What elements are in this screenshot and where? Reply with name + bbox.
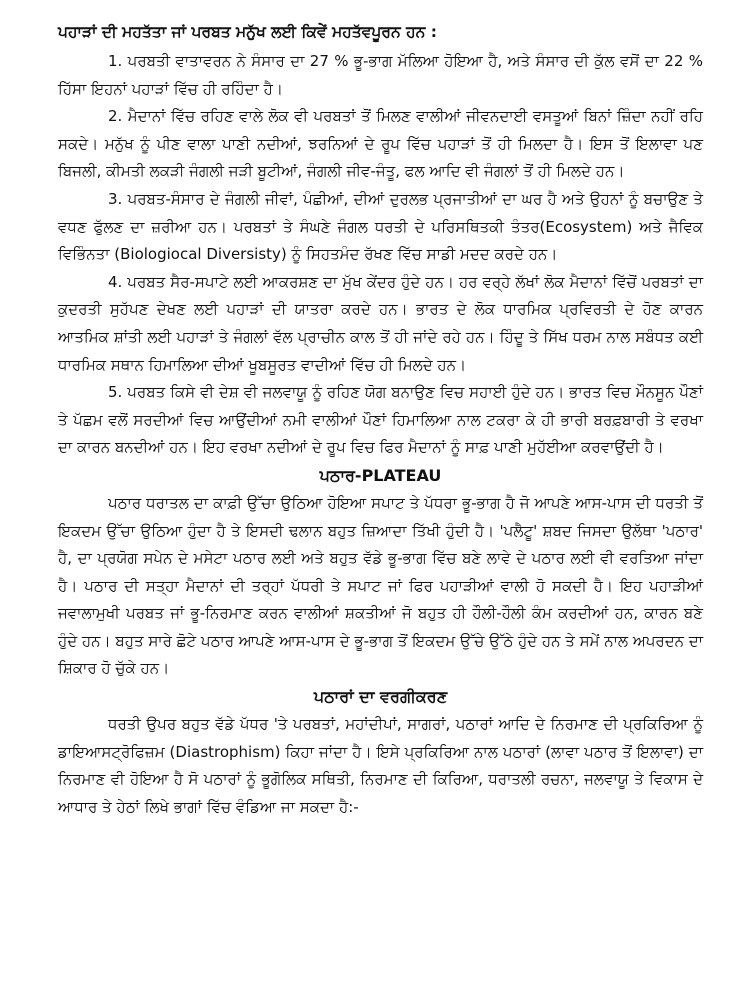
point-4: 4. ਪਰਬਤ ਸੈਰ-ਸਪਾਟੇ ਲਈ ਆਕਰਸ਼ਣ ਦਾ ਮੁੱਖ ਕੇਂਦਰ ਹੁੰਦੇ ਹਨ। ਹਰ ਵਰ੍ਹੇ ਲੱਖਾਂ ਲੋਕ ਮੈਦਾਨਾਂ ਵਿੱਚੋਂ ਪਰਬਤਾਂ ਦਾ ਕੁਦਰਤੀ ਸੁਹੱਪਣ ਦੇਖਣ ਲਈ ਪਹਾੜਾਂ ਦੀ ਯਾਤਰਾ ਕਰਦੇ ਹਨ। ਭਾਰਤ ਦੇ ਲੋਕ ਧਾਰਮਿਕ ਪ੍ਰਵਿਰਤੀ ਦੇ ਹੋਣ ਕਾਰਨ ਆਤਮਿਕ ਸ਼ਾਂਤੀ ਲਈ ਪਹਾੜਾਂ ਤੇ ਜੰਗਲਾਂ ਵੱਲ ਪ੍ਰਾਚੀਨ ਕਾਲ ਤੋਂ ਹੀ ਜਾਂਦੇ ਰਹੇ ਹਨ। ਹਿੰਦੂ ਤੇ ਸਿੱਖ ਧਰਮ ਨਾਲ ਸਬੰਧਤ ਕਈ ਧਾਰਮਿਕ ਸਥਾਨ ਹਿਮਾਲਿਆ ਦੀਆਂ ਖੂਬਸੂਰਤ ਵਾਦੀਆਂ ਵਿੱਚ ਹੀ ਮਿਲਦੇ ਹਨ। bbox=[58, 272, 703, 374]
point-5: 5. ਪਰਬਤ ਕਿਸੇ ਵੀ ਦੇਸ਼ ਵੀ ਜਲਵਾਯੂ ਨੂੰ ਰਹਿਣ ਯੋਗ ਬਨਾਉਣ ਵਿਚ ਸਹਾਈ ਹੁੰਦੇ ਹਨ। ਭਾਰਤ ਵਿਚ ਮੌਨਸੂਨ ਪੌਣਾਂ ਤੇ ਪੱਛਮ ਵਲੋਂ ਸਰਦੀਆਂ ਵਿਚ ਆਉਂਦੀਆਂ ਨਮੀ ਵਾਲੀਆਂ ਪੌਣਾਂ ਹਿਮਾਲਿਆ ਨਾਲ ਟਕਰਾ ਕੇ ਹੀ ਭਾਰੀ ਬਰਫ਼ਬਾਰੀ ਤੇ ਵਰਖਾ ਦਾ ਕਾਰਨ ਬਨਦੀਆਂ ਹਨ। ਇਹ ਵਰਖਾ ਨਦੀਆਂ ਦੇ ਰੂਪ ਵਿਚ ਫਿਰ ਮੈਦਾਨਾਂ ਨੂੰ ਸਾਫ਼ ਪਾਣੀ ਮੁਹੱਈਆ ਕਰਵਾਉਂਦੀ ਹੈ। bbox=[58, 383, 703, 457]
point-1: 1. ਪਰਬਤੀ ਵਾਤਾਵਰਨ ਨੇ ਸੰਸਾਰ ਦਾ 27 % ਭੂ-ਭਾਗ ਮੱਲਿਆ ਹੋਇਆ ਹੈ, ਅਤੇ ਸੰਸਾਰ ਦੀ ਕੁੱਲ ਵਸੋਂ ਦਾ 22 % ਹਿੱਸਾ ਇਹਨਾਂ ਪਹਾੜਾਂ ਵਿੱਚ ਹੀ ਰਹਿੰਦਾ ਹੈ। bbox=[58, 52, 703, 98]
plateau-paragraph: ਪਠਾਰ ਧਰਾਤਲ ਦਾ ਕਾਫ਼ੀ ਉੱਚਾ ਉਠਿਆ ਹੋਇਆ ਸਪਾਟ ਤੇ ਪੱਧਰਾ ਭੂ-ਭਾਗ ਹੈ ਜੋ ਆਪਣੇ ਆਸ-ਪਾਸ ਦੀ ਧਰਤੀ ਤੋਂ ਇਕਦਮ ਉੱਚਾ ਉਠਿਆ ਹੁੰਦਾ ਹੈ ਤੇ ਇਸਦੀ ਢਲਾਨ ਬਹੁਤ ਜ਼ਿਆਦਾ ਤਿੱਖੀ ਹੁੰਦੀ ਹੈ। 'ਪਲੈਟੂ' ਸ਼ਬਦ ਜਿਸਦਾ ਉਲੱਥਾ 'ਪਠਾਰ' ਹੈ, ਦਾ ਪ੍ਰਯੋਗ ਸਪੇਨ ਦੇ ਮਸੇਟਾ ਪਠਾਰ ਲਈ ਅਤੇ ਬਹੁਤ ਵੱਡੇ ਭੂ-ਭਾਗ ਵਿੱਚ ਬਣੇ ਲਾਵੇ ਦੇ ਪਠਾਰ ਲਈ ਵੀ ਵਰਤਿਆ ਜਾਂਦਾ ਹੈ। ਪਠਾਰ ਦੀ ਸਤ੍ਹਾ ਮੈਦਾਨਾਂ ਦੀ ਤਰ੍ਹਾਂ ਪੱਧਰੀ ਤੇ ਸਪਾਟ ਜਾਂ ਫਿਰ ਪਹਾੜੀਆਂ ਵਾਲੀ ਹੋ ਸਕਦੀ ਹੈ। ਇਹ ਪਹਾੜੀਆਂ ਜਵਾਲਾਮੁਖੀ ਪਰਬਤ ਜਾਂ ਭੂ-ਨਿਰਮਾਣ ਕਰਨ ਵਾਲੀਆਂ ਸ਼ਕਤੀਆਂ ਜੋ ਬਹੁਤ ਹੀ ਹੌਲੀ-ਹੌਲੀ ਕੰਮ ਕਰਦੀਆਂ ਹਨ, ਕਾਰਨ ਬਣੇ ਹੁੰਦੇ ਹਨ। ਬਹੁਤ ਸਾਰੇ ਛੋਟੇ ਪਠਾਰ ਆਪਣੇ ਆਸ-ਪਾਸ ਦੇ ਭੂ-ਭਾਗ ਤੋਂ ਇਕਦਮ ਉੱਚੇ ਉੱਠੇ ਹੁੰਦੇ ਹਨ ਤੇ ਸਮੇਂ ਨਾਲ ਅਪਰਦਨ ਦਾ ਸ਼ਿਕਾਰ ਹੋ ਚੁੱਕੇ ਹਨ। bbox=[58, 493, 703, 678]
classification-title: ਪਠਾਰਾਂ ਦਾ ਵਰਗੀਕਰਣ bbox=[313, 687, 448, 707]
point-2: 2. ਮੈਦਾਨਾਂ ਵਿੱਚ ਰਹਿਣ ਵਾਲੇ ਲੋਕ ਵੀ ਪਰਬਤਾਂ ਤੋਂ ਮਿਲਣ ਵਾਲੀਆਂ ਜੀਵਨਦਾਈ ਵਸਤੂਆਂ ਬਿਨਾਂ ਜ਼ਿੰਦਾ ਨਹੀਂ ਰਹਿ ਸਕਦੇ। ਮਨੁੱਖ ਨੂੰ ਪੀਣ ਵਾਲਾ ਪਾਣੀ ਨਦੀਆਂ, ਝਰਨਿਆਂ ਦੇ ਰੂਪ ਵਿੱਚ ਪਹਾੜਾਂ ਤੋਂ ਹੀ ਮਿਲਦਾ ਹੈ। ਇਸ ਤੋਂ ਇਲਾਵਾ ਪਣ ਬਿਜਲੀ, ਕੀਮਤੀ ਲਕੜੀ ਜੰਗਲੀ ਜੜੀ ਬੂਟੀਆਂ, ਜੰਗਲੀ ਜੀਵ-ਜੰਤੂ, ਫਲ ਆਦਿ ਵੀ ਜੰਗਲਾਂ ਤੋਂ ਹੀ ਮਿਲਦੇ ਹਨ। bbox=[58, 107, 703, 181]
point-3: 3. ਪਰਬਤ-ਸੰਸਾਰ ਦੇ ਜੰਗਲੀ ਜੀਵਾਂ, ਪੰਛੀਆਂ, ਦੀਆਂ ਦੁਰਲਭ ਪ੍ਰਜਾਤੀਆਂ ਦਾ ਘਰ ਹੈ ਅਤੇ ਉਹਨਾਂ ਨੂੰ ਬਚਾਉਣ ਤੇ ਵਧਣ ਫੁੱਲਣ ਦਾ ਜ਼ਰੀਆ ਹਨ। ਪਰਬਤਾਂ ਤੇ ਸੰਘਣੇ ਜੰਗਲ ਧਰਤੀ ਦੇ ਪਰਿਸਥਿਤਕੀ ਤੰਤਰ(Ecosystem) ਅਤੇ ਜੈਵਿਕ ਵਿਭਿੰਨਤਾ (Biologiocal Diversisty) ਨੂੰ ਸਿਹਤਮੰਦ ਰੱਖਣ ਵਿੱਚ ਸਾਡੀ ਮਦਦ ਕਰਦੇ ਹਨ। bbox=[58, 189, 703, 264]
main-heading: ਪਹਾੜਾਂ ਦੀ ਮਹਤੱਤਾ ਜਾਂ ਪਰਬਤ ਮਨੁੱਖ ਲਈ ਕਿਵੇਂ ਮਹਤੱਵਪੂਰਨ ਹਨ : bbox=[58, 23, 437, 41]
classification-paragraph: ਧਰਤੀ ਉਪਰ ਬਹੁਤ ਵੱਡੇ ਪੱਧਰ 'ਤੇ ਪਰਬਤਾਂ, ਮਹਾਂਦੀਪਾਂ, ਸਾਗਰਾਂ, ਪਠਾਰਾਂ ਆਦਿ ਦੇ ਨਿਰਮਾਣ ਦੀ ਪ੍ਰਕਿਰਿਆ ਨੂੰ ਡਾਇਆਸਟ੍ਰੋਫਿਜ਼ਮ (Diastrophism) ਕਿਹਾ ਜਾਂਦਾ ਹੈ। ਇਸੇ ਪ੍ਰਕਿਰਿਆ ਨਾਲ ਪਠਾਰਾਂ (ਲਾਵਾ ਪਠਾਰ ਤੋਂ ਇਲਾਵਾ) ਦਾ ਨਿਰਮਾਣ ਵੀ ਹੋਇਆ ਹੈ ਸੋ ਪਠਾਰਾਂ ਨੂੰ ਭੂਗੋਲਿਕ ਸਥਿਤੀ, ਨਿਰਮਾਣ ਦੀ ਕਿਰਿਆ, ਧਰਾਤਲੀ ਰਚਨਾ, ਜਲਵਾਯੂ ਤੇ ਵਿਕਾਸ ਦੇ ਆਧਾਰ ਤੇ ਹੇਠਾਂ ਲਿਖੇ ਭਾਗਾਂ ਵਿੱਚ ਵੰਡਿਆ ਜਾ ਸਕਦਾ ਹੈ:- bbox=[58, 715, 703, 816]
plateau-title: ਪਠਾਰ-PLATEAU bbox=[319, 465, 442, 485]
